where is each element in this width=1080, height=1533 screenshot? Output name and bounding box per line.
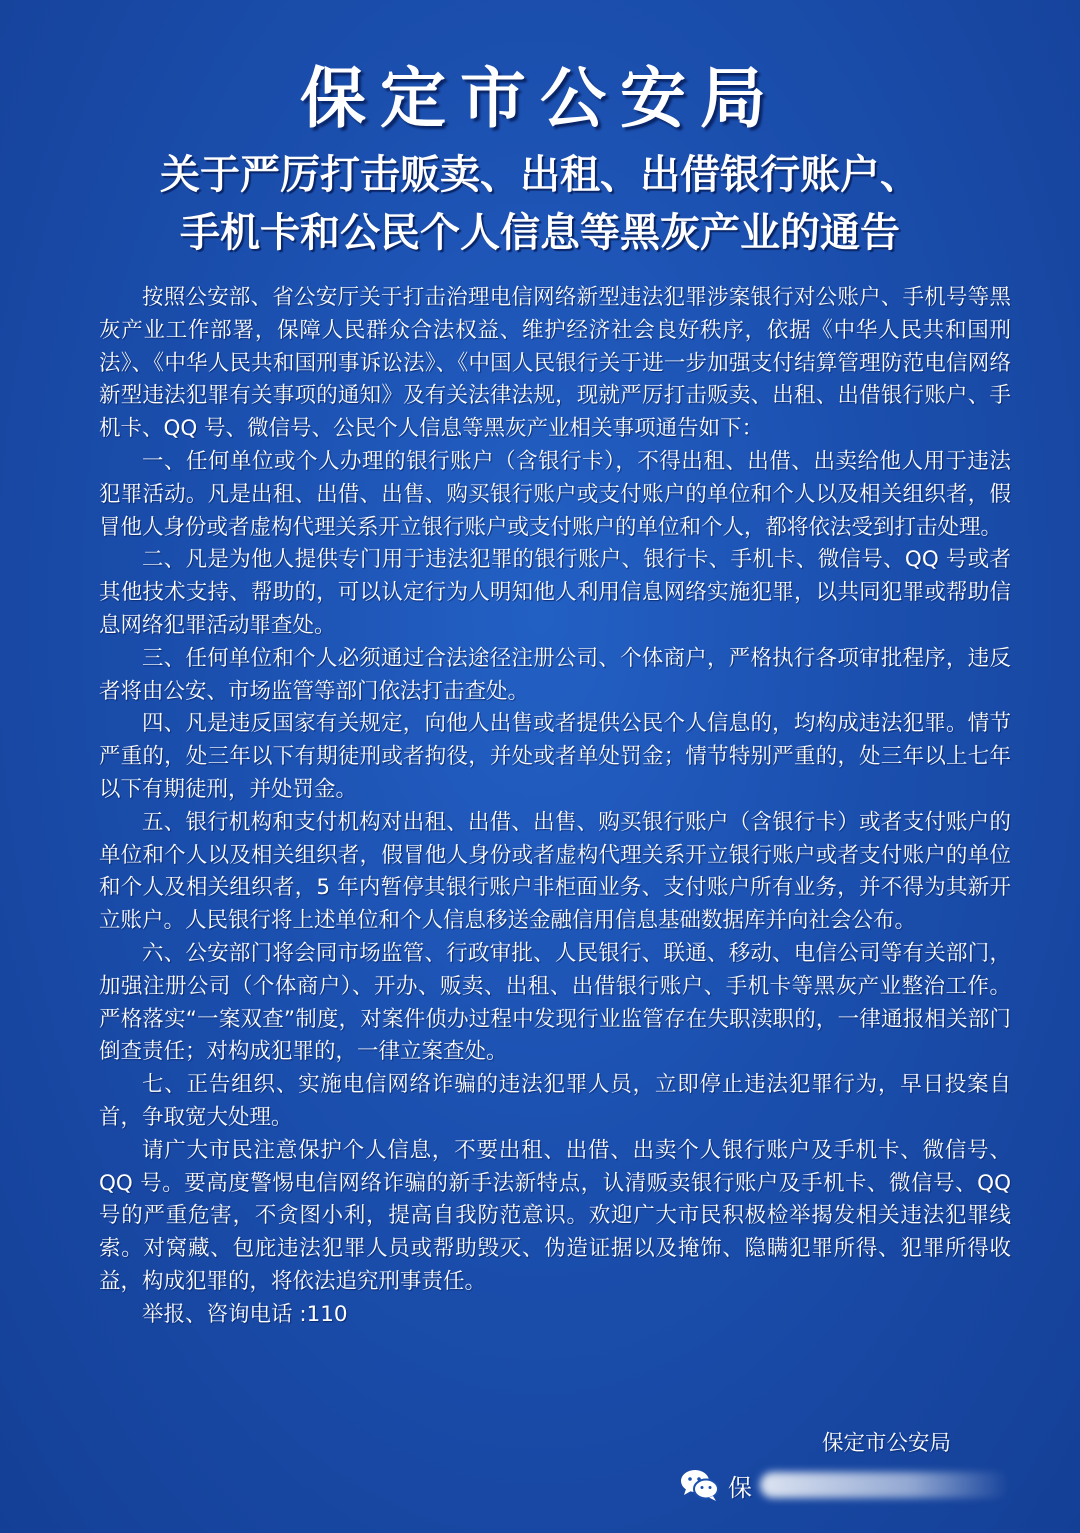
hotline-paragraph: 举报、咨询电话 :110 [142, 1301, 348, 1327]
watermark-blur [760, 1472, 1010, 1498]
clause-2-paragraph: 二、凡是为他人提供专门用于违法犯罪的银行账户、银行卡、手机卡、微信号、QQ 号或者其他技术支持、帮助的，可以认定行为人明知他人利用信息网络实施犯罪，以共同犯罪或帮助信息网络犯罪活动罪查处。 [99, 547, 1011, 638]
clause-5-paragraph: 五、银行机构和支付机构对出租、出借、出售、购买银行账户（含银行卡）或者支付账户的单位和个人以及相关组织者，假冒他人身份或者虚构代理关系开立银行账户或者支付账户的单位和个人及相关组织者，5 年内暂停其银行账户非柜面业务、支付账户所有业务，并不得为其新开立账户。人民银行将上述单位和个人信息移送金融信用信息基础数据库并向社会公布。 [99, 809, 1011, 934]
agency-title: 保定市公安局 [300, 59, 780, 137]
clause-4-paragraph: 四、凡是违反国家有关规定，向他人出售或者提供公民个人信息的，均构成违法犯罪。情节严重的，处三年以下有期徒刑或者拘役，并处或者单处罚金；情节特别严重的，处三年以上七年以下有期徒刑，并处罚金。 [99, 711, 1011, 802]
clause-1-paragraph: 一、任何单位或个人办理的银行账户（含银行卡），不得出租、出借、出卖给他人用于违法犯罪活动。凡是出租、出借、出售、购买银行账户或支付账户的单位和个人以及相关组织者，假冒他人身份或者虚构代理关系开立银行账户或支付账户的单位和个人，都将依法受到打击处理。 [99, 448, 1011, 540]
notice-title [0, 146, 1080, 262]
appeal-paragraph: 请广大市民注意保护个人信息，不要出租、出借、出卖个人银行账户及手机卡、微信号、QQ 号。要高度警惕电信网络诈骗的新手法新特点，认清贩卖银行账户及手机卡、微信号、QQ 号的严重危害，不贪图小利，提高自我防范意识。欢迎广大市民积极检举揭发相关违法犯罪线索。对窝藏、包庇违法犯罪人员或帮助毁灭、伪造证据以及掩饰、隐瞒犯罪所得、犯罪所得收益，构成犯罪的，将依法追究刑事责任。 [99, 1137, 1011, 1294]
clause-7-paragraph: 七、正告组织、实施电信网络诈骗的违法犯罪人员，立即停止违法犯罪行为，早日投案自首，争取宽大处理。 [99, 1072, 1011, 1130]
watermark-text: 保 [728, 1473, 752, 1502]
signature: 保定市公安局 [822, 1431, 952, 1456]
notice-body [99, 282, 1011, 1332]
notice-title-line-1: 关于严厉打击贩卖、出租、出借银行账户、 [160, 152, 920, 198]
clause-3-paragraph: 三、任何单位和个人必须通过合法途径注册公司、个体商户，严格执行各项审批程序，违反者将由公安、市场监管等部门依法打击查处。 [99, 645, 1011, 704]
clause-6-paragraph: 六、公安部门将会同市场监管、行政审批、人民银行、联通、移动、电信公司等有关部门，加强注册公司（个体商户）、开办、贩卖、出租、出借银行账户、手机卡等黑灰产业整治工作。严格落实“一案双查”制度，对案件侦办过程中发现行业监管存在失职渎职的，一律通报相关部门倒查责任；对构成犯罪的，一律立案查处。 [99, 940, 1011, 1065]
wechat-icon [680, 1468, 720, 1502]
wechat-watermark [680, 1465, 1010, 1505]
notice-title-line-2: 手机卡和公民个人信息等黑灰产业的通告 [180, 210, 900, 256]
intro-paragraph: 按照公安部、省公安厅关于打击治理电信网络新型违法犯罪涉案银行对公账户、手机号等黑灰产业工作部署，保障人民群众合法权益、维护经济社会良好秩序，依据《中华人民共和国刑法》、《中华人民共和国刑事诉讼法》、《中国人民银行关于进一步加强支付结算管理防范电信网络新型违法犯罪有关事项的通知》及有关法律法规，现就严厉打击贩卖、出租、出借银行账户、手机卡、QQ 号、微信号、公民个人信息等黑灰产业相关事项通告如下： [99, 285, 1011, 442]
